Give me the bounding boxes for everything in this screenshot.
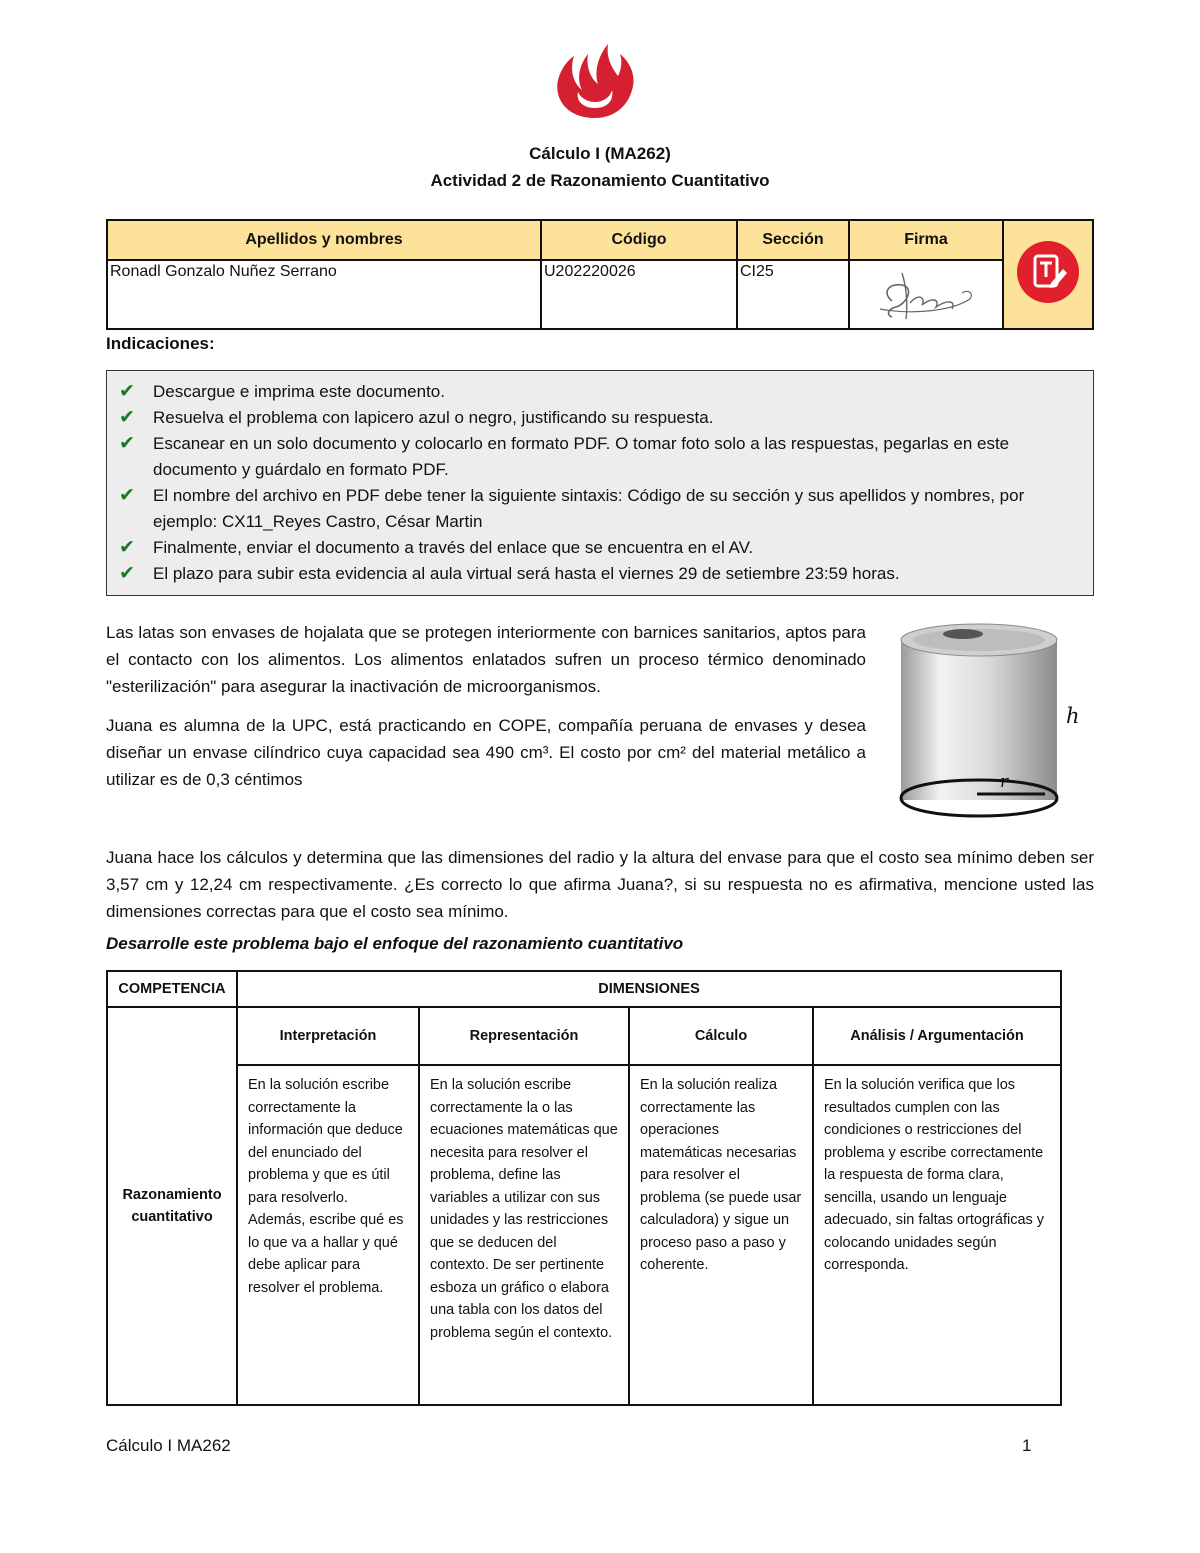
dimension-description: En la solución realiza correctamente las operaciones matemáticas necesarias para resolver el problema (se puede usar calculadora) y sigue un proceso paso a paso y coherente. — [629, 1065, 813, 1405]
height-label: h — [1066, 704, 1080, 728]
competencia-name: Razonamiento cuantitativo — [107, 1007, 237, 1405]
page-number: 1 — [1022, 1436, 1032, 1455]
course-title: Cálculo I (MA262) — [529, 144, 671, 163]
signature-cell — [849, 260, 1003, 329]
indication-item: ✔ Descargue e imprima este documento. — [119, 379, 1083, 405]
dimensiones-header: DIMENSIONES — [237, 971, 1061, 1007]
signature-image — [852, 263, 992, 321]
dimension-header: Análisis / Argumentación — [813, 1007, 1061, 1065]
student-section: CI25 — [737, 260, 849, 329]
paragraph-juana: Juana es alumna de la UPC, está practicando en COPE, compañía peruana de envases y desea diseñar un envase cilíndrico cuya capacidad sea 490 cm³. El costo por cm² del material metálico a utilizar es de 0,3 céntimos — [106, 716, 866, 789]
check-icon: ✔ — [119, 381, 135, 402]
problem-intro — [106, 619, 866, 793]
header-code: Código — [541, 220, 737, 260]
header-section: Sección — [737, 220, 849, 260]
indication-item: ✔ Resuelva el problema con lapicero azul o negro, justificando su respuesta. — [119, 405, 1083, 431]
indication-item: ✔ El plazo para subir esta evidencia al aula virtual será hasta el viernes 29 de setiembre 23:59 horas. — [119, 561, 1083, 587]
check-icon: ✔ — [119, 433, 135, 454]
indications-label: Indicaciones: — [106, 334, 215, 353]
footer-course: Cálculo I MA262 — [106, 1436, 231, 1455]
indication-item: ✔ Finalmente, enviar el documento a través del enlace que se encuentra en el AV. — [119, 535, 1083, 561]
header-signature: Firma — [849, 220, 1003, 260]
student-code: U202220026 — [541, 260, 737, 329]
dimension-description: En la solución verifica que los resultados cumplen con las condiciones o restricciones del problema y escribe correctamente la respuesta de forma clara, sencilla, usando un lenguaje adecuado, sin faltas ortográficas y colocando unidades según corresponda. — [813, 1065, 1061, 1405]
cylinder-can-image — [893, 614, 1068, 829]
radius-label: r — [1000, 772, 1009, 792]
indication-item: ✔ Escanear en un solo documento y colocarlo en formato PDF. O tomar foto solo a las respuestas, pegarlas en este documento y guárdalo en formato PDF. — [119, 433, 1010, 479]
header-name: Apellidos y nombres — [107, 220, 541, 260]
instruction-line: Desarrolle este problema bajo el enfoque del razonamiento cuantitativo — [106, 934, 684, 953]
dimension-description: En la solución escribe correctamente la información que deduce del enunciado del problema y que es útil para resolverlo. Además, escribe qué es lo que va a hallar y qué debe aplicar para resolver el problema. — [237, 1065, 419, 1405]
activity-title: Actividad 2 de Razonamiento Cuantitativo — [430, 171, 770, 190]
edit-document-icon — [1015, 239, 1081, 305]
paragraph-question: Juana hace los cálculos y determina que las dimensiones del radio y la altura del envase para que el costo sea mínimo deben ser 3,57 cm y 12,24 cm respectivamente. ¿Es correcto lo que afirma Juana?, si su respuesta no es afirmativa, mencione usted las dimensiones correctas para que el costo sea mínimo. — [106, 848, 1094, 921]
indication-item: ✔ El nombre del archivo en PDF debe tener la siguiente sintaxis: Código de su sección y sus apellidos y nombres, por ejemplo: CX11_Reyes Castro, César Martin — [119, 485, 1025, 531]
check-icon: ✔ — [119, 407, 135, 428]
paragraph-cans: Las latas son envases de hojalata que se protegen interiormente con barnices sanitarios, aptos para el contacto con los alimentos. Los alimentos enlatados sufren un proceso térmico denominado "esterilización" para asegurar la inactivación de microorganismos. — [106, 623, 866, 696]
dimension-description: En la solución escribe correctamente la o las ecuaciones matemáticas que necesita para resolver el problema, define las variables a utilizar con sus unidades y las restricciones que se deducen del contexto. De ser pertinente esboza un gráfico o elabora una tabla con los datos del problema según el contexto. — [419, 1065, 629, 1405]
indications-box — [106, 370, 1094, 596]
dimension-header: Cálculo — [629, 1007, 813, 1065]
dimension-header: Interpretación — [237, 1007, 419, 1065]
upc-logo — [552, 38, 638, 120]
student-info-table — [106, 219, 1094, 330]
tool-badge-cell — [1003, 220, 1093, 329]
rubric-table — [106, 970, 1062, 1406]
check-icon: ✔ — [119, 485, 135, 506]
check-icon: ✔ — [119, 563, 135, 584]
dimension-header: Representación — [419, 1007, 629, 1065]
check-icon: ✔ — [119, 537, 135, 558]
competencia-header: COMPETENCIA — [107, 971, 237, 1007]
student-name: Ronadl Gonzalo Nuñez Serrano — [107, 260, 541, 329]
